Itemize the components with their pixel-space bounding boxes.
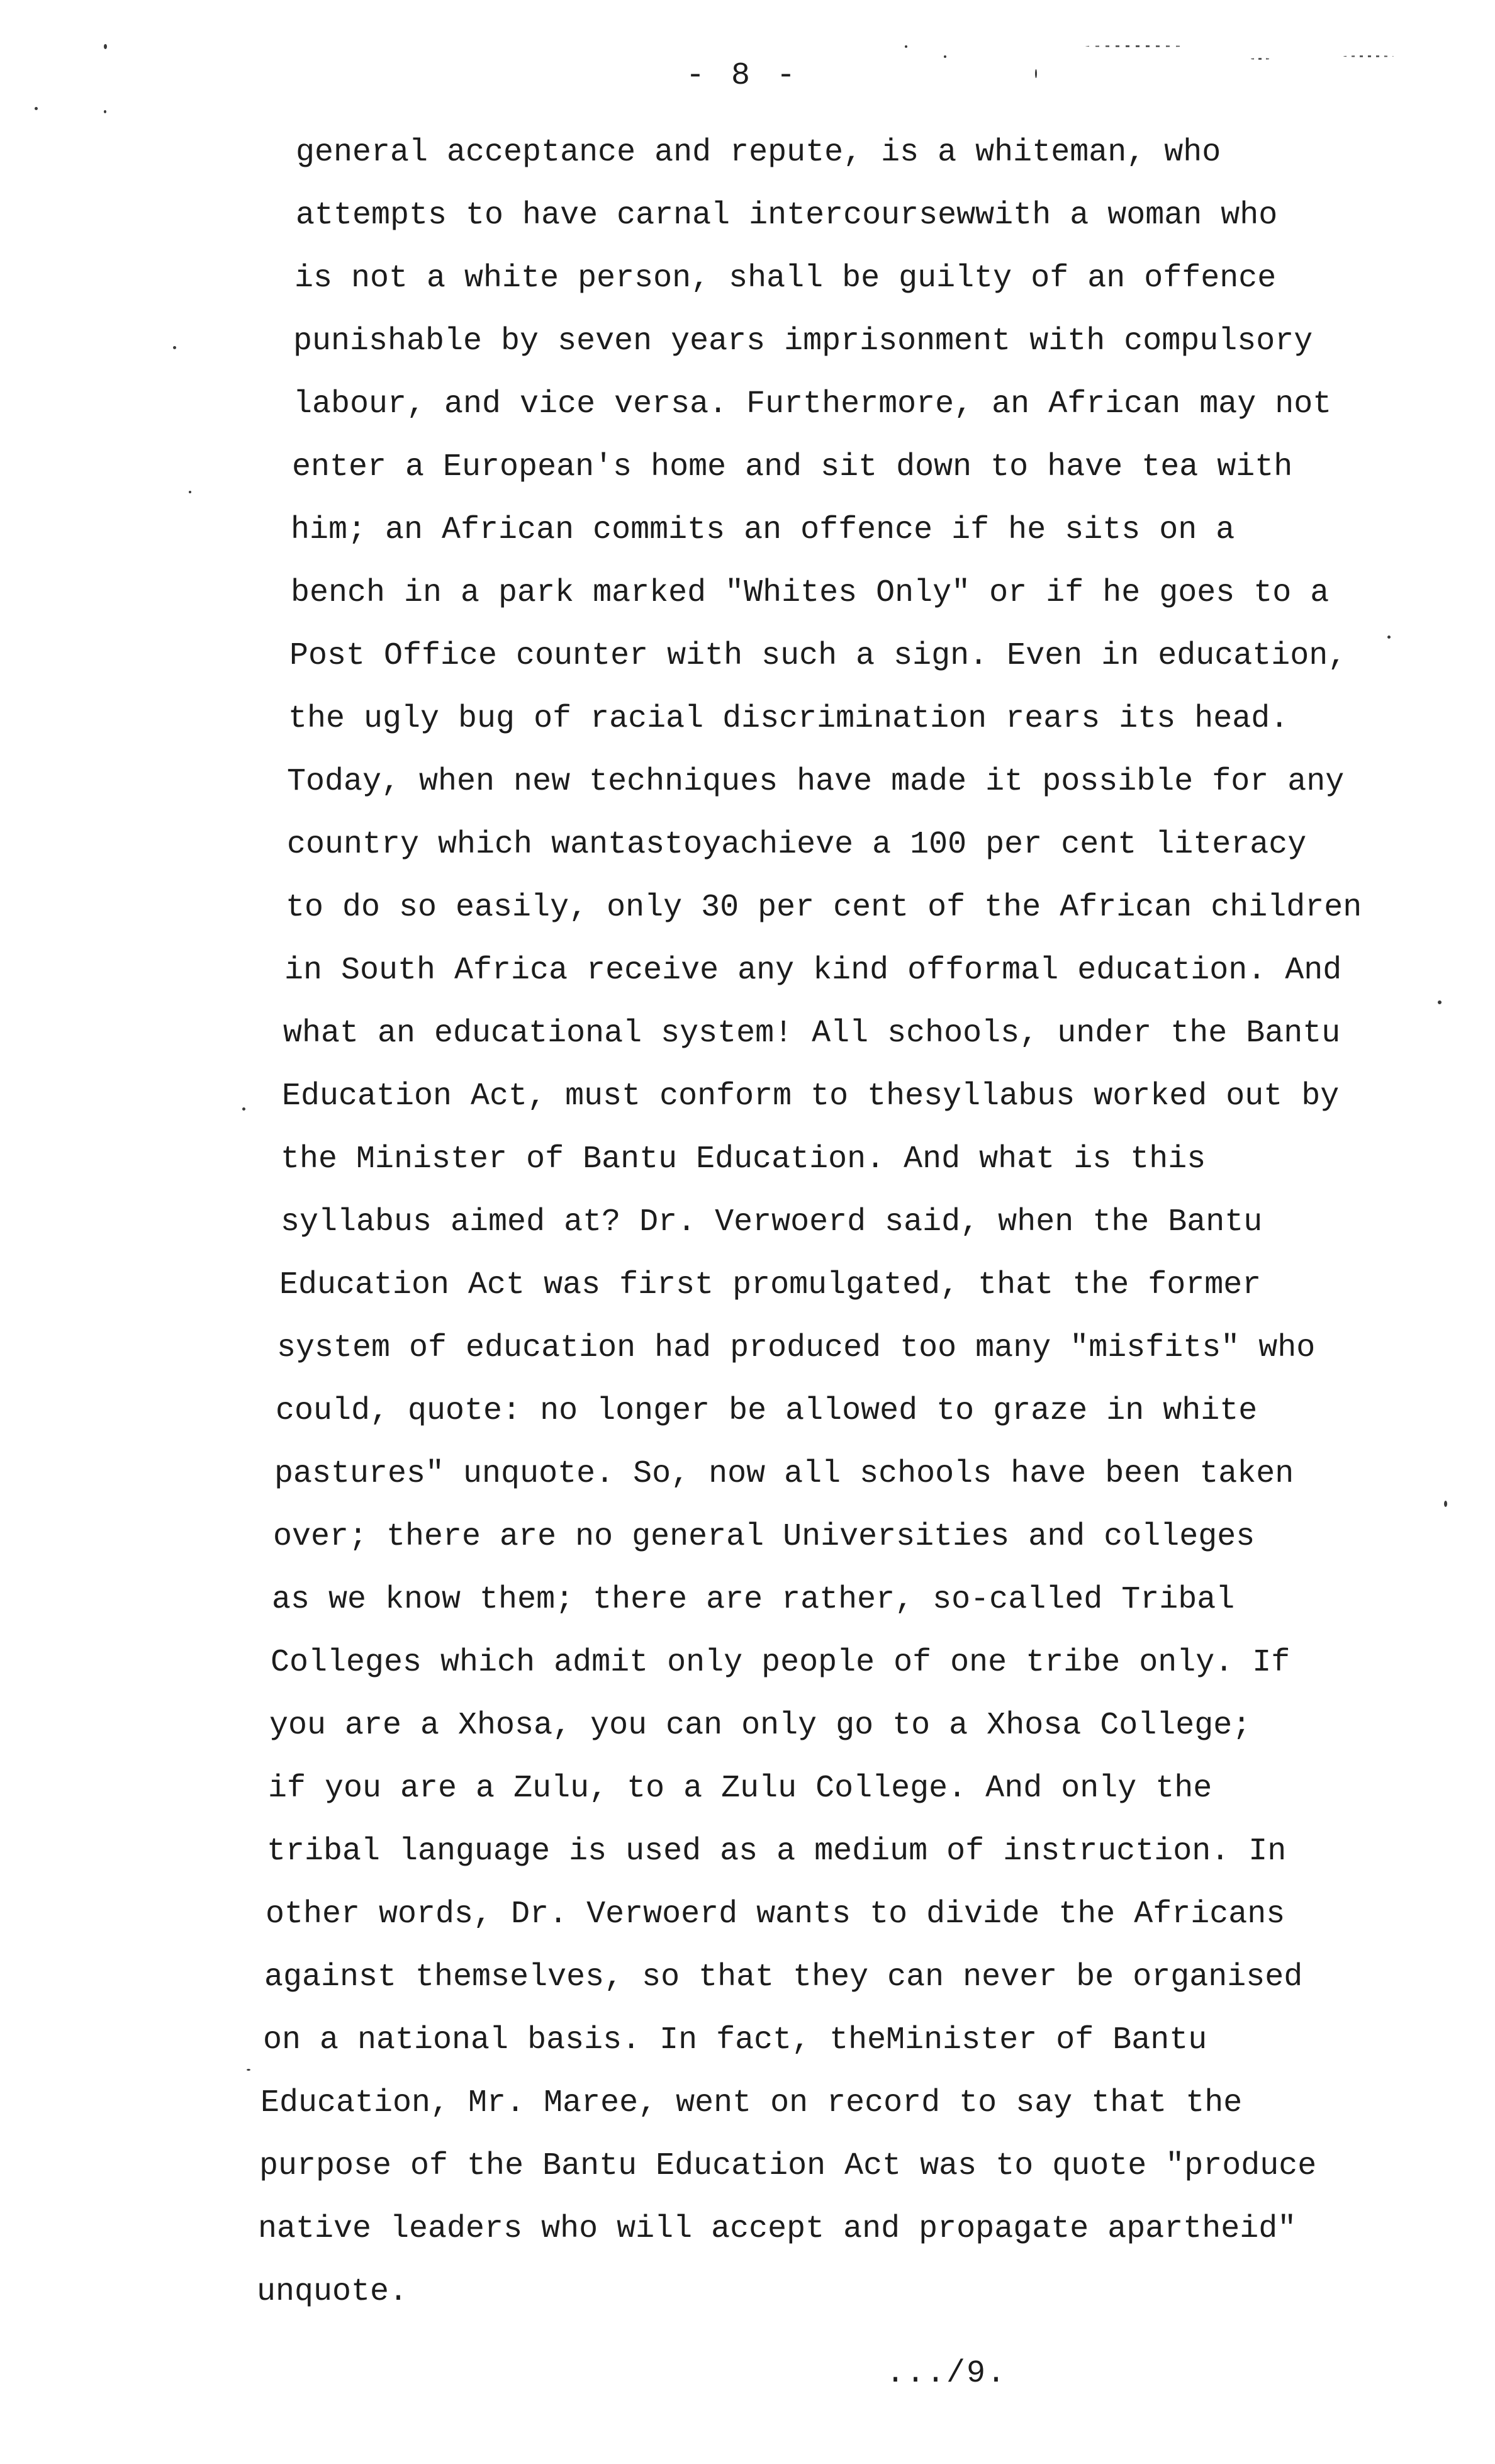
scan-speck (1085, 45, 1186, 47)
scan-speck (104, 110, 106, 113)
text-line: attempts to have carnal intercoursewwith a woman who (296, 198, 1278, 233)
scan-speck (242, 1107, 245, 1111)
text-line: if you are a Zulu, to a Zulu College. And only the (268, 1771, 1212, 1806)
scan-speck (189, 491, 191, 493)
text-line: to do so easily, only 30 per cent of the African children (286, 890, 1362, 926)
text-line: Education Act, must conform to thesyllabus worked out by (282, 1078, 1340, 1114)
page-number: - 8 - (686, 58, 800, 94)
text-line: as we know them; there are rather, so-called Tribal (272, 1582, 1235, 1618)
text-line: could, quote: no longer be allowed to graze in white (276, 1393, 1258, 1429)
text-line: on a national basis. In fact, theMinister of Bantu (263, 2022, 1207, 2058)
text-line: enter a European's home and sit down to have tea with (292, 449, 1293, 485)
continuation-marker: .../9. (886, 2356, 1007, 2392)
text-line: unquote. (257, 2274, 408, 2310)
scan-speck (35, 107, 38, 110)
scan-speck (1444, 1501, 1447, 1507)
scan-speck (247, 2069, 250, 2071)
text-line: Education Act was first promulgated, that the former (279, 1267, 1262, 1303)
scan-speck (944, 55, 946, 58)
text-line: system of education had produced too many "misfits" who (277, 1330, 1316, 1366)
text-line: syllabus aimed at? Dr. Verwoerd said, when the Bantu (281, 1204, 1263, 1240)
text-line: over; there are no general Universities and colleges (273, 1519, 1255, 1555)
text-line: what an educational system! All schools, under the Bantu (283, 1016, 1341, 1051)
scan-speck (1438, 1000, 1442, 1004)
text-line: Education, Mr. Maree, went on record to say that the (260, 2085, 1243, 2121)
text-line: Today, when new techniques have made it possible for any (287, 764, 1345, 800)
text-line: punishable by seven years imprisonment with compulsory (293, 323, 1313, 359)
scan-speck (173, 346, 176, 349)
text-line: native leaders who will accept and propagate apartheid" (258, 2211, 1297, 2247)
scan-speck (1035, 69, 1037, 78)
text-line: against themselves, so that they can never be organised (264, 1959, 1303, 1995)
text-line: tribal language is used as a medium of instruction. In (267, 1834, 1287, 1869)
text-line: bench in a park marked "Whites Only" or if he goes to a (291, 575, 1330, 611)
text-line: pastures" unquote. So, now all schools have been taken (274, 1456, 1294, 1492)
text-line: the ugly bug of racial discrimination rears its head. (288, 701, 1289, 737)
text-line: in South Africa receive any kind offormal education. And (284, 953, 1342, 988)
scan-speck (104, 44, 107, 49)
text-line: country which wantastoyachieve a 100 per cent literacy (287, 827, 1307, 863)
text-line: you are a Xhosa, you can only go to a Xhosa College; (269, 1708, 1251, 1744)
text-line: other words, Dr. Verwoerd wants to divide the Africans (266, 1896, 1285, 1932)
scan-speck (1343, 55, 1394, 57)
text-line: is not a white person, shall be guilty of an offence (294, 260, 1277, 296)
text-line: purpose of the Bantu Education Act was to quote "produce (259, 2148, 1317, 2184)
text-line: Post Office counter with such a sign. Even in education, (289, 638, 1347, 674)
text-line: labour, and vice versa. Furthermore, an African may not (293, 386, 1332, 422)
scan-speck (1251, 58, 1270, 60)
scan-speck (1387, 636, 1391, 639)
text-line: general acceptance and repute, is a whiteman, who (296, 135, 1221, 171)
text-line: him; an African commits an offence if he sits on a (291, 512, 1235, 548)
text-line: the Minister of Bantu Education. And what is this (281, 1141, 1206, 1177)
text-line: Colleges which admit only people of one tribe only. If (271, 1645, 1291, 1681)
scan-speck (905, 45, 907, 48)
